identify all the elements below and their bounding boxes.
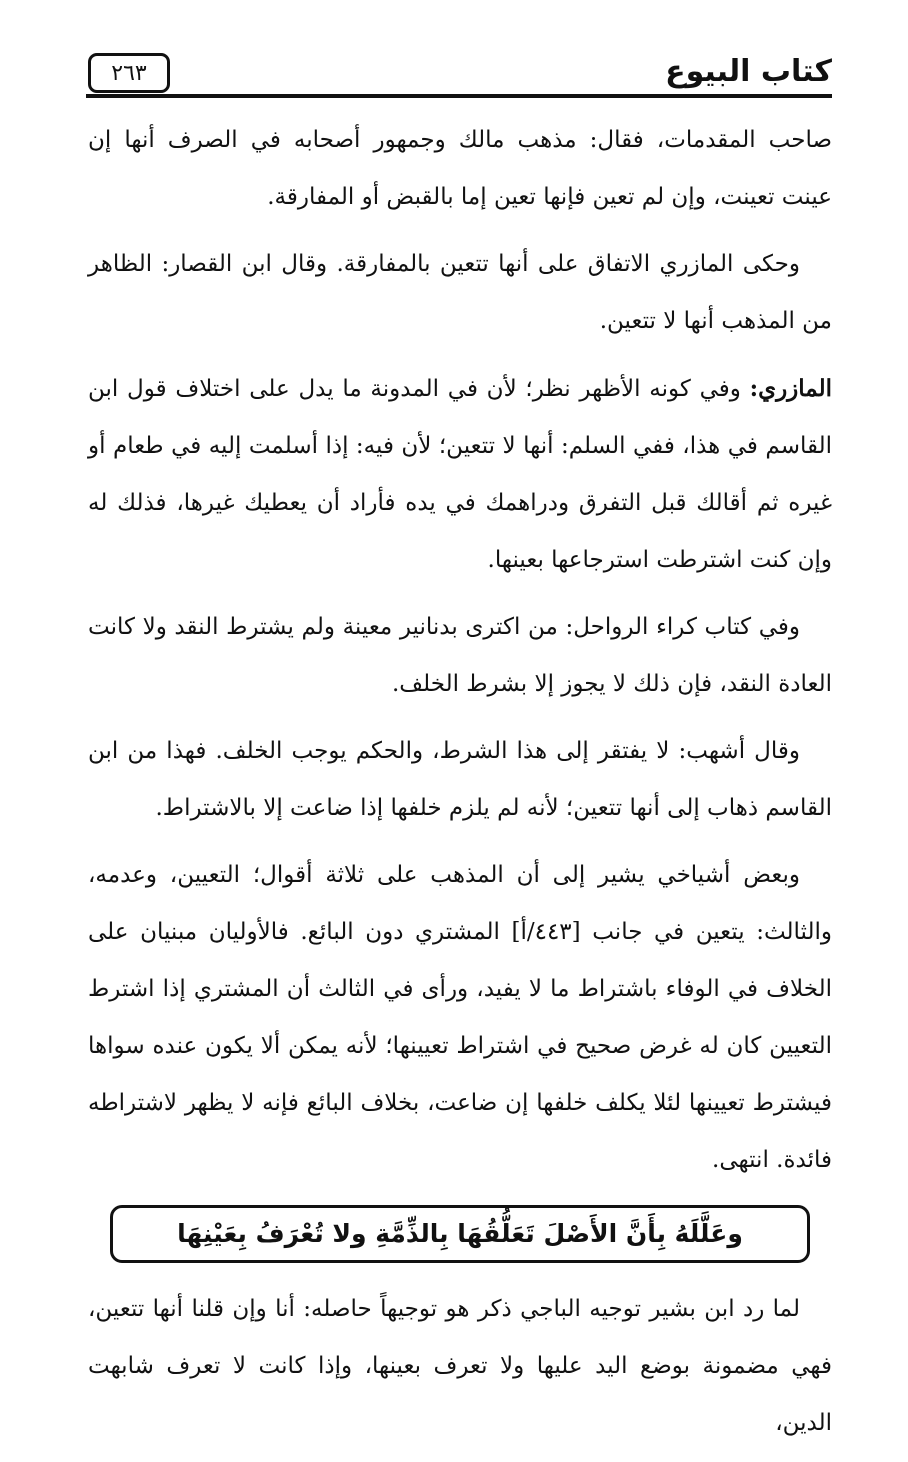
body-text [88,112,832,1462]
section-heading: وعَلَّلَهُ بِأَنَّ الأَصْلَ تَعَلُّقُهَا بِالذِّمَّةِ ولا تُعْرَفُ بِعَيْنِهَا [110,1205,810,1263]
paragraph: وحكى المازري الاتفاق على أنها تتعين بالمفارقة. وقال ابن القصار: الظاهر من المذهب أنها لا تتعين. [88,251,832,334]
mazari-label: المازري: [749,375,832,402]
page-number-box [88,53,170,93]
paragraph: وفي كتاب كراء الرواحل: من اكترى بدنانير معينة ولم يشترط النقد ولا كانت العادة النقد، فإن ذلك لا يجوز إلا بشرط الخلف. [88,614,832,697]
mazari-text: وفي كونه الأظهر نظر؛ لأن في المدونة ما يدل على اختلاف قول ابن القاسم في هذا، ففي السلم: أنها لا تتعين؛ لأن فيه: إذا أسلمت إليه في طعام أو غيره ثم أقالك قبل التفرق ودراهمك في يده فأراد أن يعطيك غيرها، فذلك له وإن كنت اشترطت استرجاعها بعينها. [88,376,833,573]
paragraph: صاحب المقدمات، فقال: مذهب مالك وجمهور أصحابه في الصرف أنها إن عينت تعينت، وإن لم تعين فإنها تعين إما بالقبض أو المفارقة. [88,127,832,210]
running-header-title: كتاب البيوع [665,54,832,89]
page-number: ٢٦٣ [111,61,147,86]
header-rule [86,94,832,98]
paragraph: وقال أشهب: لا يفتقر إلى هذا الشرط، والحكم يوجب الخلف. فهذا من ابن القاسم ذهاب إلى أنها تتعين؛ لأنه لم يلزم خلفها إذا ضاعت إلا بالاشتراط. [88,738,832,821]
paragraph: وبعض أشياخي يشير إلى أن المذهب على ثلاثة أقوال؛ التعيين، وعدمه، والثالث: يتعين في جانب [٤٤٣/أ] المشتري دون البائع. فالأوليان مبنيان على الخلاف في الوفاء باشتراط ما لا يفيد، ورأى في الثالث أن المشتري إذا اشترط التعيين كان له غرض صحيح في اشتراط تعيينها؛ لأنه يمكن ألا يكون عنده سواها فيشترط تعيينها لئلا يكلف خلفها إن ضاعت، بخلاف البائع فإنه لا يظهر لاشتراطه فائدة. انتهى. [88,862,832,1173]
mazari-paragraph [88,360,832,589]
paragraph: لما رد ابن بشير توجيه الباجي ذكر هو توجيهاً حاصله: أنا وإن قلنا أنها تتعين، فهي مضمونة بوضع اليد عليها ولا تعرف بعينها، وإذا كانت لا تعرف شابهت الدين، [88,1296,832,1436]
